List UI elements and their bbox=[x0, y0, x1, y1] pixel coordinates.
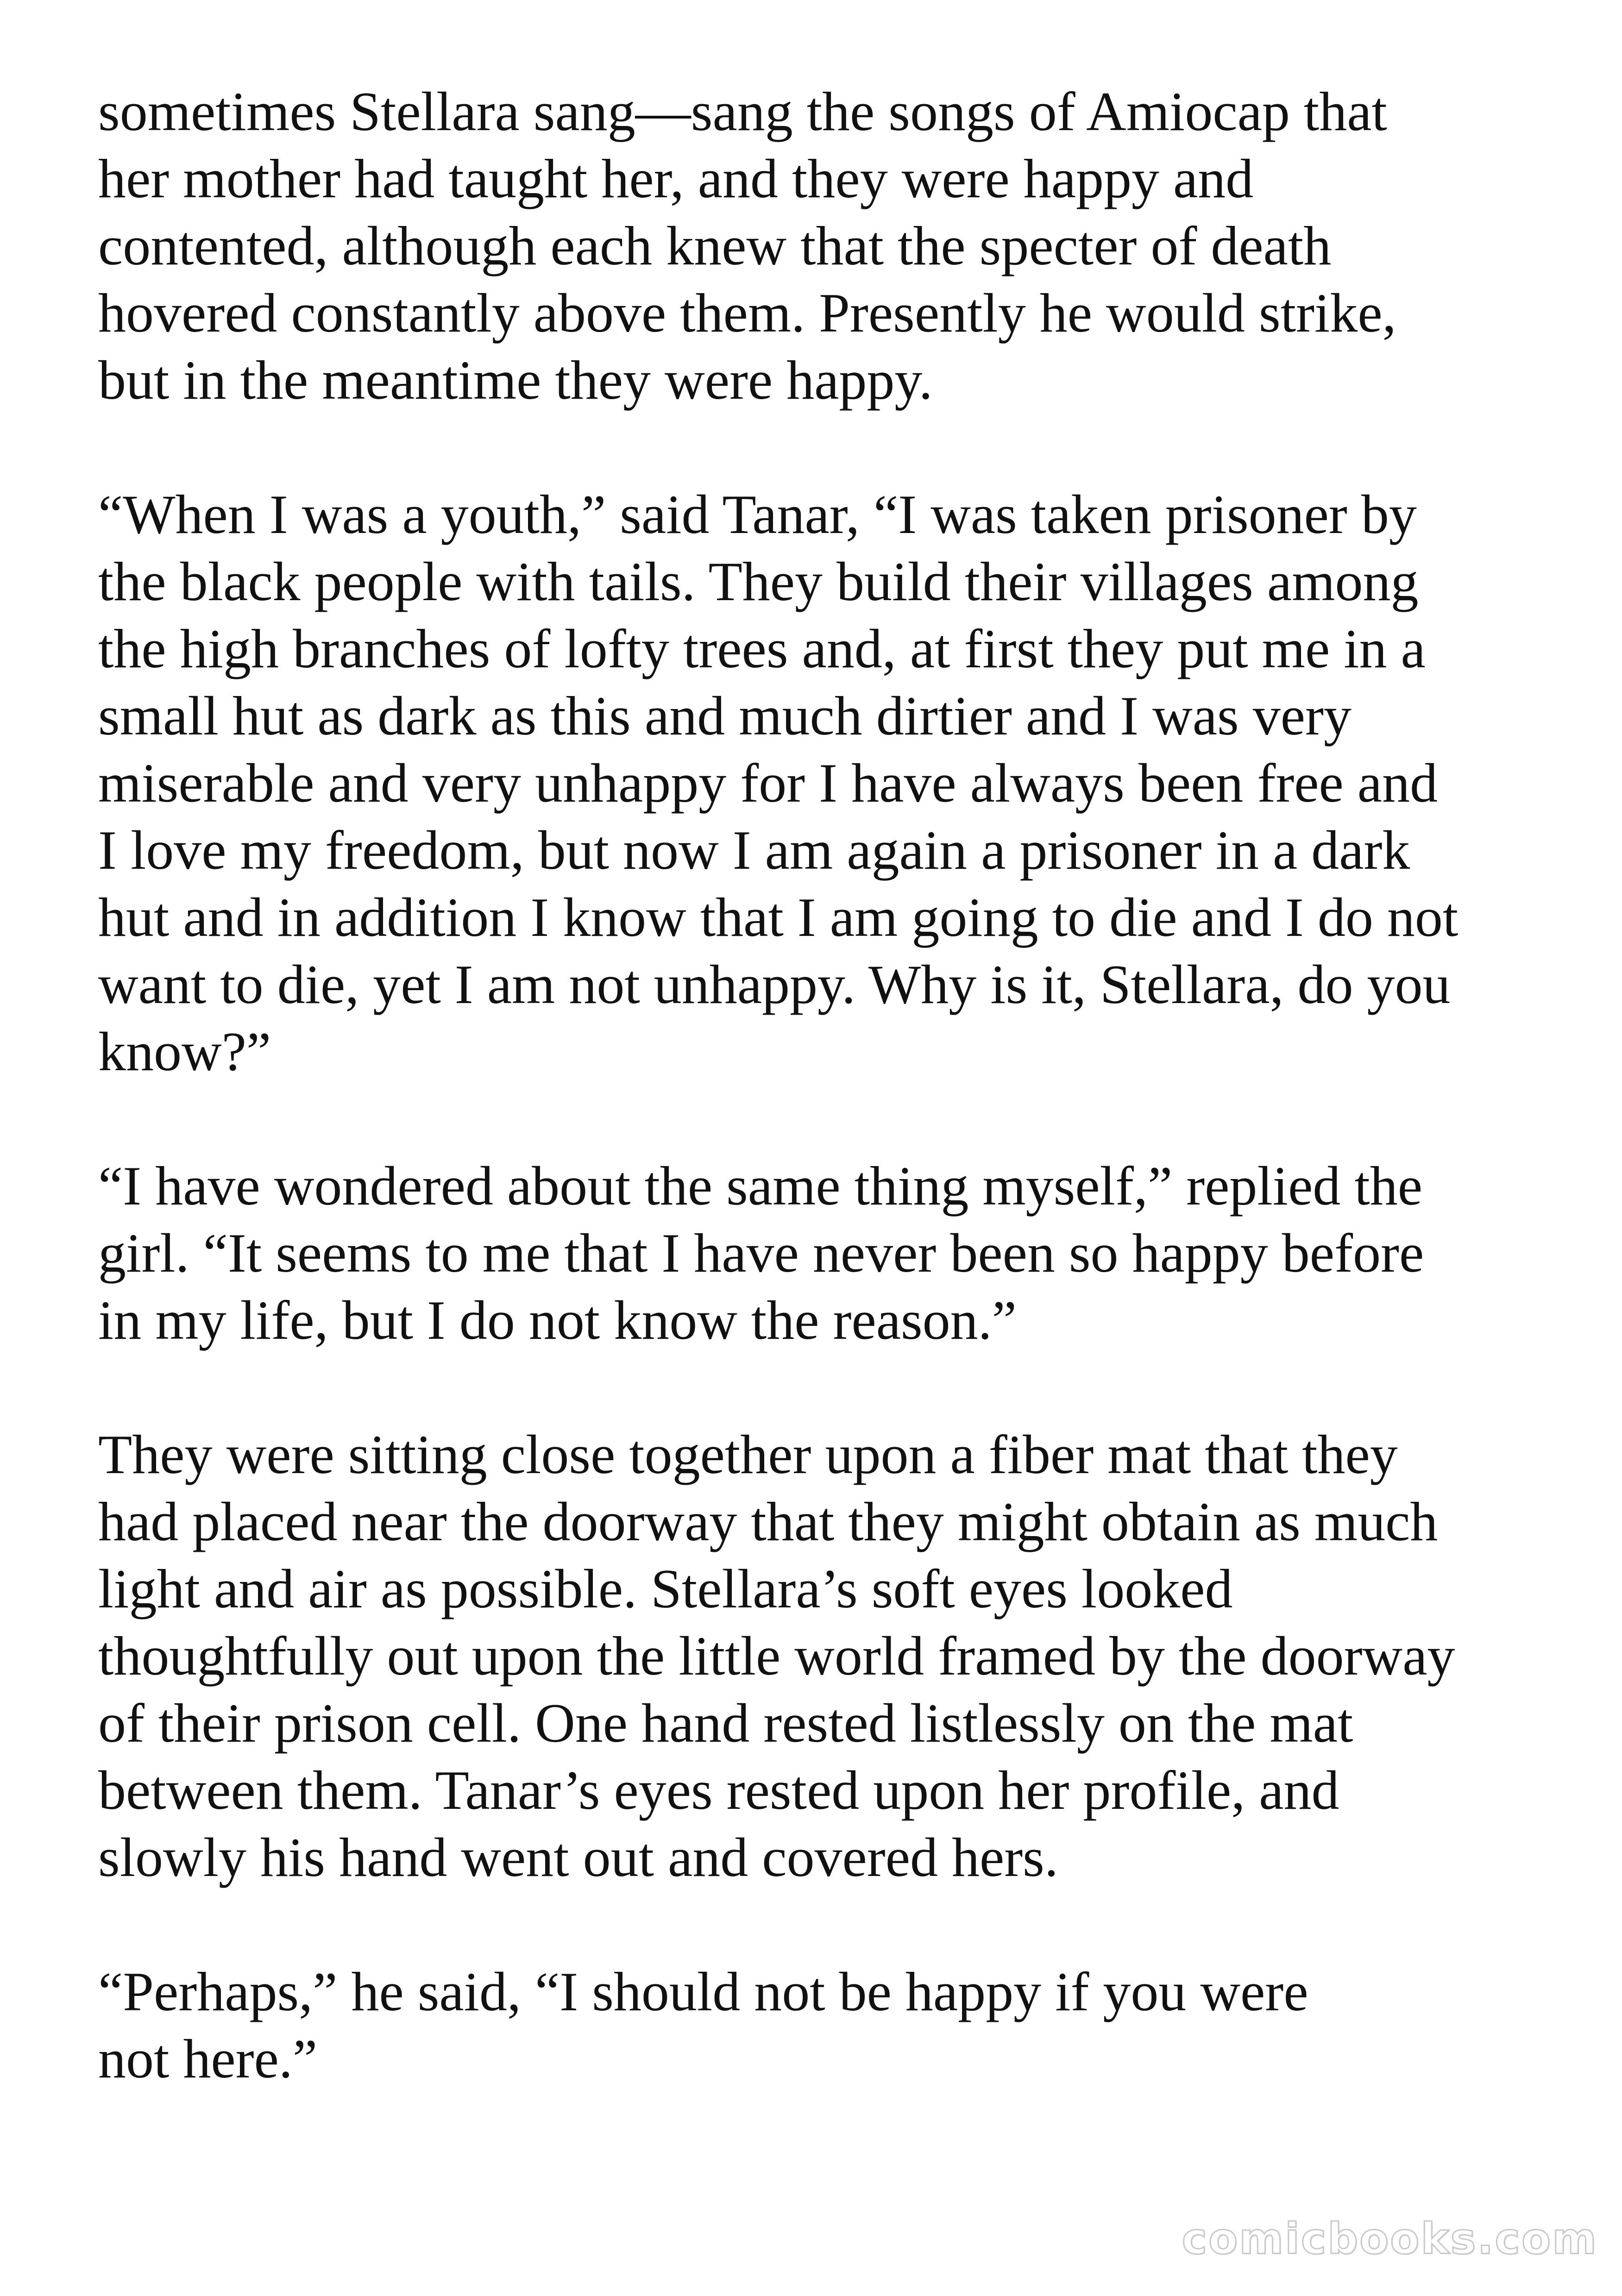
text-line: girl. “It seems to me that I have never been so happy before bbox=[98, 1222, 1424, 1284]
text-line: “Perhaps,” he said, “I should not be happy if you were bbox=[98, 1961, 1308, 2022]
text-line: her mother had taught her, and they were happy and bbox=[98, 148, 1254, 209]
text-line: They were sitting close together upon a fiber mat that they bbox=[98, 1424, 1398, 1485]
text-line: the black people with tails. They build their villages among bbox=[98, 551, 1419, 612]
text-line: “I have wondered about the same thing myself,” replied the bbox=[98, 1155, 1422, 1217]
text-line: I love my freedom, but now I am again a prisoner in a dark bbox=[98, 819, 1410, 881]
text-line: not here.” bbox=[98, 2028, 318, 2089]
text-line: miserable and very unhappy for I have always been free and bbox=[98, 752, 1438, 814]
paragraph bbox=[98, 1421, 1553, 1891]
text-line: had placed near the doorway that they might obtain as much bbox=[98, 1491, 1438, 1552]
text-line: hovered constantly above them. Presently he would strike, bbox=[98, 282, 1396, 344]
paragraph bbox=[98, 1958, 1553, 2092]
text-line: small hut as dark as this and much dirtier and I was very bbox=[98, 685, 1352, 747]
paragraph bbox=[98, 481, 1553, 1085]
text-line: know?” bbox=[98, 1021, 271, 1082]
text-line: want to die, yet I am not unhappy. Why is it, Stellara, do you bbox=[98, 954, 1451, 1015]
text-line: the high branches of lofty trees and, at first they put me in a bbox=[98, 618, 1426, 679]
paragraph bbox=[98, 1152, 1553, 1354]
text-line: contented, although each knew that the specter of death bbox=[98, 215, 1332, 276]
text-line: in my life, but I do not know the reason.” bbox=[98, 1289, 1017, 1351]
text-line: slowly his hand went out and covered hers. bbox=[98, 1826, 1058, 1888]
text-line: of their prison cell. One hand rested listlessly on the mat bbox=[98, 1692, 1353, 1754]
text-line: “When I was a youth,” said Tanar, “I was taken prisoner by bbox=[98, 483, 1417, 545]
watermark: comicbooks.com bbox=[1182, 2214, 1598, 2264]
text-line: light and air as possible. Stellara’s soft eyes looked bbox=[98, 1558, 1233, 1619]
text-line: sometimes Stellara sang—sang the songs of Amiocap that bbox=[98, 81, 1387, 142]
body-text bbox=[98, 78, 1553, 2159]
paragraph bbox=[98, 78, 1553, 414]
text-line: thoughtfully out upon the little world framed by the doorway bbox=[98, 1625, 1455, 1687]
text-line: but in the meantime they were happy. bbox=[98, 349, 933, 411]
text-line: between them. Tanar’s eyes rested upon her profile, and bbox=[98, 1759, 1339, 1821]
text-line: hut and in addition I know that I am going to die and I do not bbox=[98, 886, 1459, 948]
